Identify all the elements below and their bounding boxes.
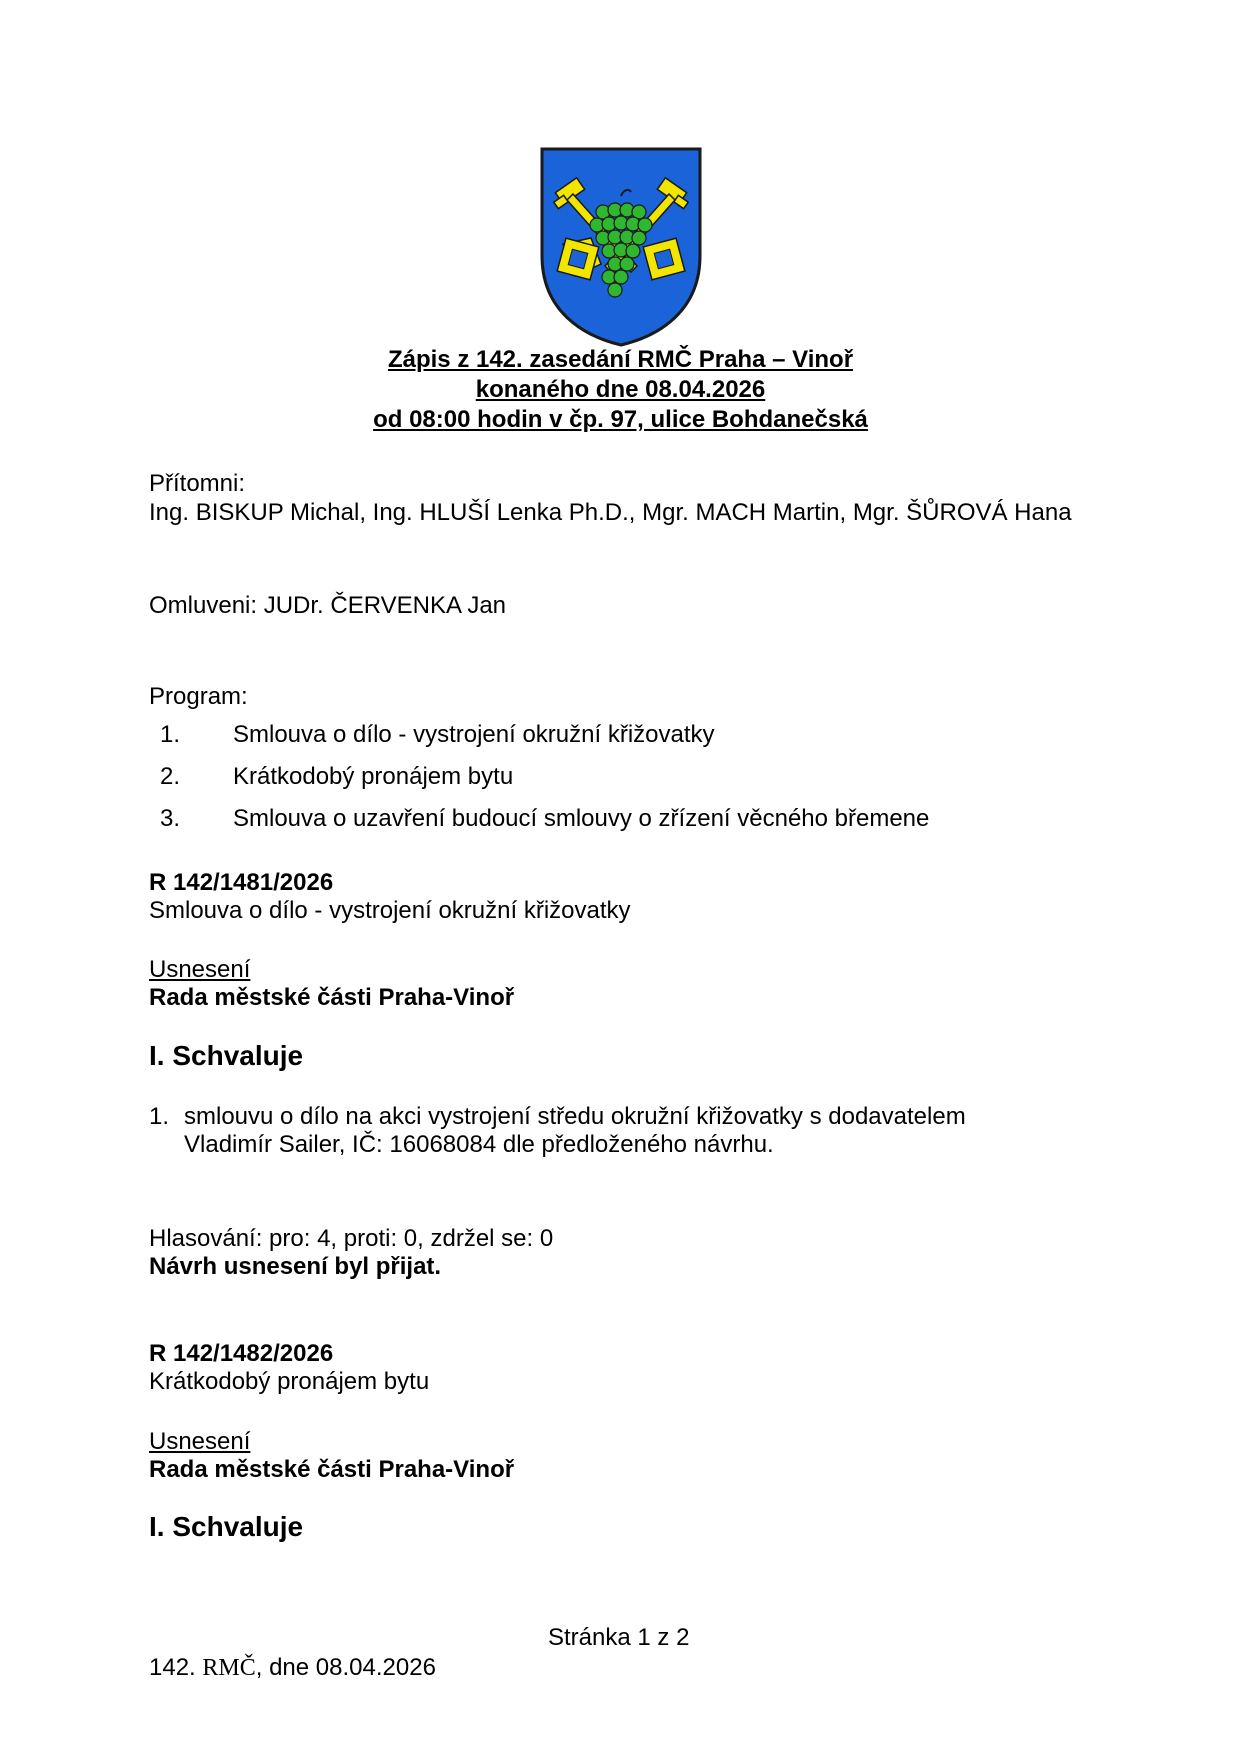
page-indicator: Stránka 1 z 2 bbox=[548, 1624, 690, 1651]
program-item-number: 3. bbox=[160, 805, 181, 832]
program-item-number: 2. bbox=[160, 763, 181, 790]
present-names: Ing. BISKUP Michal, Ing. HLUŠÍ Lenka Ph.D., Mgr. MACH Martin, Mgr. ŠŮROVÁ Hana bbox=[149, 499, 1072, 526]
document-title-line1: Zápis z 142. zasedání RMČ Praha – Vinoř bbox=[387, 346, 854, 373]
program-item-number: 1. bbox=[160, 721, 181, 748]
resolution-subject: Krátkodobý pronájem bytu bbox=[149, 1368, 430, 1395]
council-name: Rada městské části Praha-Vinoř bbox=[149, 1456, 515, 1483]
present-label: Přítomni: bbox=[149, 470, 246, 497]
council-name: Rada městské části Praha-Vinoř bbox=[149, 984, 515, 1011]
footer-prefix: 142. bbox=[149, 1654, 203, 1681]
resolution-point-text-line2: Vladimír Sailer, IČ: 16068084 dle předloženého návrhu. bbox=[184, 1131, 774, 1158]
resolution-subject: Smlouva o dílo - vystrojení okružní křižovatky bbox=[149, 897, 631, 924]
resolution-outcome: Návrh usnesení byl přijat. bbox=[149, 1253, 442, 1280]
resolution-number: R 142/1482/2026 bbox=[149, 1340, 334, 1367]
program-label: Program: bbox=[149, 683, 248, 710]
footer-meeting-reference bbox=[149, 1653, 436, 1683]
footer-date: , dne 08.04.2026 bbox=[255, 1654, 436, 1681]
usneseni-label: Usnesení bbox=[149, 1428, 251, 1455]
resolution-number: R 142/1481/2026 bbox=[149, 869, 334, 896]
footer-rmc: RMČ bbox=[202, 1655, 256, 1681]
resolution-point-number: 1. bbox=[149, 1103, 170, 1130]
program-item-text: Krátkodobý pronájem bytu bbox=[233, 763, 514, 790]
coat-of-arms-icon bbox=[539, 146, 703, 348]
resolution-point-text-line1: smlouvu o dílo na akci vystrojení středu okružní křižovatky s dodavatelem bbox=[184, 1103, 966, 1130]
section-heading-schvaluje: I. Schvaluje bbox=[149, 1040, 304, 1071]
usneseni-label: Usnesení bbox=[149, 956, 251, 983]
document-title-line3: od 08:00 hodin v čp. 97, ulice Bohdanečská bbox=[373, 406, 868, 433]
vote-result: Hlasování: pro: 4, proti: 0, zdržel se: 0 bbox=[149, 1225, 554, 1252]
program-item-text: Smlouva o uzavření budoucí smlouvy o zřízení věcného břemene bbox=[233, 805, 930, 832]
excused-members: Omluveni: JUDr. ČERVENKA Jan bbox=[149, 592, 507, 619]
document-title-line2: konaného dne 08.04.2026 bbox=[475, 376, 766, 403]
section-heading-schvaluje: I. Schvaluje bbox=[149, 1511, 304, 1542]
program-item-text: Smlouva o dílo - vystrojení okružní křižovatky bbox=[233, 721, 715, 748]
